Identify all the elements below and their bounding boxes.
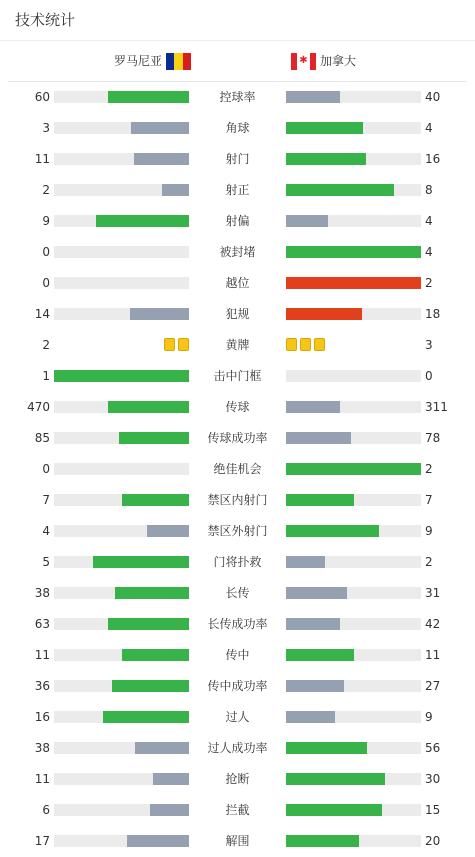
stat-away-value: 0 [425,369,433,383]
stat-label: 控球率 [219,90,256,104]
canada-flag-icon: ✱ [291,53,316,70]
stat-label: 传中成功率 [207,679,268,693]
stat-row [0,826,475,857]
stat-home-value: 1 [42,369,50,383]
stat-label: 射偏 [225,214,250,228]
stat-row [0,609,475,640]
stat-label: 传中 [225,648,250,662]
stat-home-value: 16 [34,710,50,724]
stat-home-bar [54,401,189,413]
stat-home-value: 36 [34,679,50,693]
stat-away-bar [286,773,421,785]
stat-home-bar-fill [127,835,189,847]
stat-label: 犯规 [225,307,250,321]
stat-home-bar [54,91,189,103]
stat-away-bar [286,277,421,289]
stat-home-value: 470 [27,400,50,414]
stat-label: 过人 [225,710,250,724]
stat-label: 越位 [225,276,250,290]
stat-away-bar-fill [286,122,363,134]
stat-away-value: 31 [425,586,441,600]
stat-away-bar [286,618,421,630]
stat-home-value: 6 [42,803,50,817]
stat-home-bar [54,525,189,537]
stat-label: 长传 [225,586,250,600]
stat-away-value: 9 [425,524,433,538]
home-yellow-cards [164,338,189,351]
stat-home-value: 11 [34,772,50,786]
stat-away-bar-fill [286,494,354,506]
stat-row [0,299,475,330]
yellow-card-icon [178,338,189,351]
stat-away-value: 4 [425,245,433,259]
stat-away-bar-fill [286,463,421,475]
stat-away-bar [286,122,421,134]
stat-away-bar-fill [286,215,328,227]
stat-home-bar [54,680,189,692]
stat-away-bar [286,401,421,413]
stat-away-bar-fill [286,742,367,754]
stat-home-bar [54,711,189,723]
stat-away-value: 30 [425,772,441,786]
stat-away-bar [286,463,421,475]
stat-home-bar-fill [130,308,189,320]
stat-away-bar [286,556,421,568]
stat-row [0,144,475,175]
stat-home-bar [54,153,189,165]
stat-away-bar [286,91,421,103]
stat-away-bar [286,215,421,227]
stat-row [0,516,475,547]
stat-away-value: 3 [425,338,433,352]
stat-home-bar-fill [147,525,189,537]
stat-row [0,547,475,578]
stat-label: 被封堵 [219,245,256,259]
stat-away-value: 16 [425,152,441,166]
stat-away-bar [286,649,421,661]
stat-row [0,361,475,392]
stat-away-bar [286,370,421,382]
stat-away-value: 9 [425,710,433,724]
stat-away-bar [286,246,421,258]
stat-row [0,578,475,609]
stat-label: 抢断 [225,772,250,786]
stat-away-bar-fill [286,525,379,537]
stat-away-bar [286,804,421,816]
stat-home-bar-fill [115,587,189,599]
stat-home-bar [54,804,189,816]
stat-away-value: 18 [425,307,441,321]
stat-home-value: 3 [42,121,50,135]
stat-away-value: 15 [425,803,441,817]
stat-away-value: 2 [425,555,433,569]
stat-home-value: 38 [34,586,50,600]
stat-away-bar-fill [286,587,347,599]
stat-home-bar [54,432,189,444]
stat-home-value: 0 [42,276,50,290]
stat-row [0,733,475,764]
stat-away-value: 78 [425,431,441,445]
stat-home-bar [54,215,189,227]
stat-home-bar-fill [162,184,189,196]
stat-label: 射正 [225,183,250,197]
stat-away-value: 42 [425,617,441,631]
stat-away-bar-fill [286,246,421,258]
stat-label: 禁区外射门 [207,524,268,538]
stat-row [0,702,475,733]
section-title: 技术统计 [15,11,76,29]
stat-away-bar-fill [286,277,421,289]
stat-away-bar [286,680,421,692]
stat-away-value: 2 [425,462,433,476]
stat-home-bar [54,556,189,568]
stat-home-bar [54,742,189,754]
stat-label: 击中门框 [213,369,262,383]
stat-away-value: 4 [425,214,433,228]
stat-row [0,671,475,702]
yellow-card-icon [164,338,175,351]
stat-row [0,268,475,299]
stat-home-bar-fill [119,432,189,444]
stat-home-bar-fill [150,804,189,816]
stat-home-value: 2 [42,338,50,352]
stat-home-value: 85 [34,431,50,445]
stat-label: 射门 [225,152,250,166]
stat-home-value: 17 [34,834,50,848]
stat-away-bar [286,494,421,506]
stat-row [0,640,475,671]
stat-away-bar [286,308,421,320]
stat-home-bar-fill [54,370,189,382]
stat-away-value: 4 [425,121,433,135]
stat-label: 传球 [225,400,250,414]
stat-away-bar-fill [286,649,354,661]
stat-away-bar-fill [286,618,340,630]
team-away-name: 加拿大 [320,54,357,68]
stat-home-bar-fill [93,556,189,568]
team-home[interactable] [114,52,191,70]
stat-home-bar [54,308,189,320]
stat-home-bar-fill [108,91,189,103]
stat-away-bar [286,184,421,196]
stat-row [0,423,475,454]
stat-home-bar [54,649,189,661]
stat-away-value: 20 [425,834,441,848]
stat-home-bar [54,618,189,630]
stat-label: 解围 [225,834,250,848]
stat-row [0,175,475,206]
stat-away-bar-fill [286,153,366,165]
stat-away-bar-fill [286,91,340,103]
stat-away-bar-fill [286,773,385,785]
stat-home-bar-fill [131,122,189,134]
stat-away-bar [286,711,421,723]
stat-away-bar-fill [286,401,340,413]
stat-home-value: 7 [42,493,50,507]
stat-home-value: 4 [42,524,50,538]
stat-label: 过人成功率 [207,741,268,755]
section-header [0,0,475,41]
stat-away-bar [286,153,421,165]
stat-label: 黄牌 [225,338,250,352]
stat-away-value: 8 [425,183,433,197]
stat-home-bar-fill [108,401,189,413]
stat-row [0,795,475,826]
stat-home-value: 11 [34,648,50,662]
stat-row [0,113,475,144]
stat-row [0,237,475,268]
stat-label: 角球 [225,121,250,135]
stat-home-bar [54,835,189,847]
stat-row [0,392,475,423]
stat-label: 长传成功率 [207,617,268,631]
yellow-card-icon [314,338,325,351]
stat-away-value: 11 [425,648,441,662]
stat-away-bar [286,587,421,599]
stat-home-bar [54,277,189,289]
stat-away-bar-fill [286,711,335,723]
stat-away-value: 2 [425,276,433,290]
stat-row [0,206,475,237]
stat-home-bar-fill [122,494,190,506]
stat-home-bar-fill [112,680,189,692]
stat-home-bar-fill [96,215,189,227]
stat-away-value: 27 [425,679,441,693]
stat-away-bar [286,835,421,847]
stat-home-bar [54,184,189,196]
stat-home-bar [54,246,189,258]
stat-home-bar [54,122,189,134]
stat-row [0,764,475,795]
stat-home-bar-fill [153,773,189,785]
stat-home-value: 5 [42,555,50,569]
stat-row [0,454,475,485]
stat-home-value: 0 [42,245,50,259]
stat-home-bar-fill [122,649,190,661]
stat-away-bar-fill [286,308,362,320]
stat-away-bar-fill [286,432,351,444]
stat-home-value: 60 [34,90,50,104]
romania-flag-icon [166,53,191,70]
team-home-name: 罗马尼亚 [114,54,163,68]
stat-home-value: 0 [42,462,50,476]
yellow-card-icon [286,338,297,351]
stat-home-bar-fill [108,618,189,630]
stat-away-bar [286,742,421,754]
teams-header [8,41,466,82]
stat-away-bar-fill [286,680,344,692]
stat-home-bar [54,587,189,599]
team-away[interactable] [291,52,356,70]
stat-home-bar-fill [103,711,189,723]
stat-row [0,82,475,113]
stat-away-value: 311 [425,400,448,414]
stat-home-value: 38 [34,741,50,755]
stats-list [0,82,475,857]
stat-home-bar [54,370,189,382]
yellow-card-icon [300,338,311,351]
stat-away-value: 7 [425,493,433,507]
away-yellow-cards [286,338,325,351]
stat-label: 传球成功率 [207,431,268,445]
stat-row [0,330,475,361]
stat-label: 拦截 [225,803,250,817]
stat-home-bar-fill [135,742,189,754]
stat-away-bar-fill [286,184,394,196]
stat-away-value: 56 [425,741,441,755]
stat-away-bar-fill [286,835,359,847]
stat-home-value: 9 [42,214,50,228]
stat-label: 绝佳机会 [213,462,262,476]
stat-label: 禁区内射门 [207,493,268,507]
stat-away-bar [286,432,421,444]
stat-home-value: 63 [34,617,50,631]
stat-home-value: 2 [42,183,50,197]
stat-away-bar [286,525,421,537]
stat-away-value: 40 [425,90,441,104]
stat-home-bar-fill [134,153,189,165]
stat-home-bar [54,463,189,475]
stat-home-bar [54,494,189,506]
stat-home-value: 14 [34,307,50,321]
stat-label: 门将扑救 [213,555,262,569]
stat-away-bar-fill [286,804,382,816]
stat-home-value: 11 [34,152,50,166]
stat-away-bar-fill [286,556,325,568]
stat-row [0,485,475,516]
stat-home-bar [54,773,189,785]
